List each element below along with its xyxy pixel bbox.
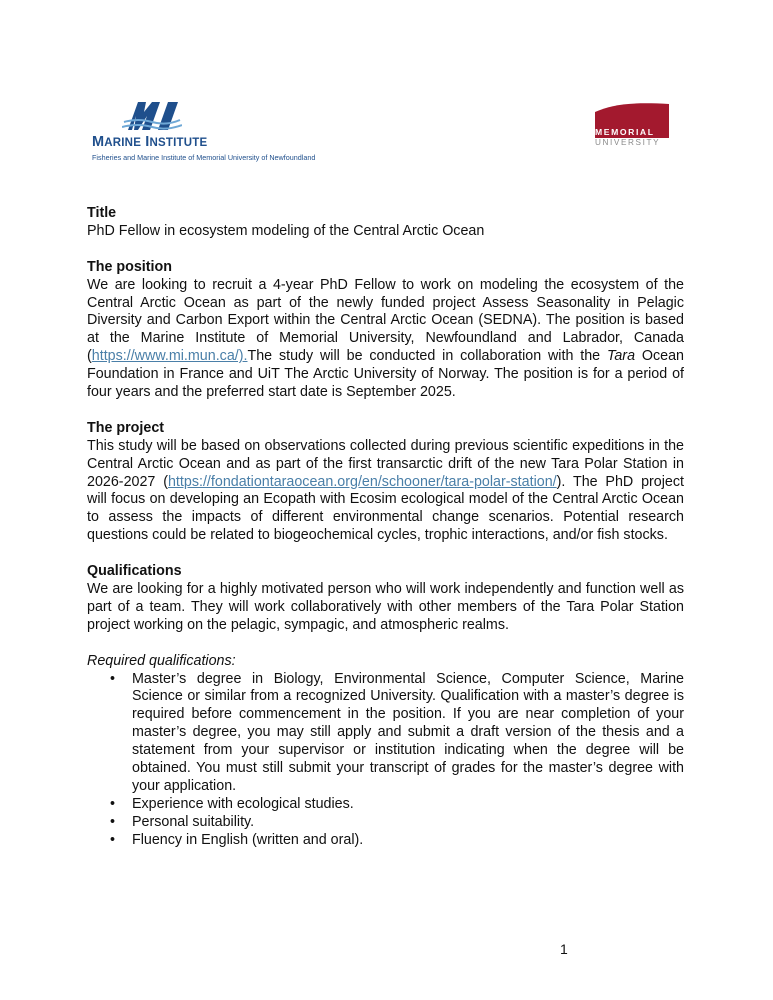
project-section [87,420,684,545]
position-text-3: Ocean Foundation in France and UiT The Arctic University of Norway. The position is for a period of four years and the preferred start date is September 2025. [87,348,684,401]
project-heading: The project [87,419,165,436]
marine-institute-emblem-icon [122,98,182,132]
position-paragraph [87,277,684,402]
required-qualifications-section [87,653,684,850]
project-paragraph [87,438,684,545]
list-item-text: Fluency in English (written and oral). [132,831,364,848]
qualifications-text: We are looking for a highly motivated person who will work independently and function well as part of a team. They will work collaboratively with other members of the Tara Polar Station project working on the pelagic, sympagic, and atmospheric realms. [87,580,684,633]
title-text: PhD Fellow in ecosystem modeling of the Central Arctic Ocean [87,222,485,239]
bullet-icon: • [110,831,116,848]
bullet-icon: • [110,670,116,687]
bullet-icon: • [110,795,116,812]
list-item [87,671,684,796]
position-text-2: The study will be conducted in collaboration with the [247,348,607,365]
list-item [87,814,684,832]
marine-institute-logo [88,98,348,168]
memorial-wordmark: MEMORIAL [595,127,655,137]
list-item-text: Experience with ecological studies. [132,795,354,812]
tara-italic: Tara [606,348,636,365]
bullet-icon: • [110,813,116,830]
marine-institute-tagline: Fisheries and Marine Institute of Memorial University of Newfoundland [92,153,316,162]
list-item-text: Personal suitability. [132,813,255,830]
list-item [87,832,684,850]
document-body [87,205,684,867]
required-qualifications-list [87,671,684,850]
title-section [87,205,684,241]
required-qualifications-heading: Required qualifications: [87,652,236,669]
page-number: 1 [560,941,568,957]
list-item-text: Master’s degree in Biology, Environmental Science, Computer Science, Marine Science or similar from a recognized University. Qualification with a master’s degree is required before commencement in the position. If you are near completion of your master’s degree, you may still apply and submit a draft version of the thesis and a statement from your supervisor or institution indicating when the degree will be obtained. You must still submit your transcript of grades for the master’s degree with your application. [132,670,684,794]
project-text-1: This study will be based on observations collected during previous scientific expeditions in the Central Arctic Ocean and as part of the first transarctic drift of the new Tara Polar Station in 2026-2027 ( [87,437,684,490]
mi-website-link[interactable]: https://www.mi.mun.ca/). [91,348,248,365]
tara-polar-station-link[interactable]: https://fondationtaraocean.org/en/schooner/tara-polar-station/ [167,473,557,490]
title-heading: Title [87,205,117,221]
qualifications-heading: Qualifications [87,563,182,580]
position-section [87,259,684,402]
memorial-university-logo [593,100,673,150]
position-text-1: We are looking to recruit a 4-year PhD Fellow to work on modeling the ecosystem of the Central Arctic Ocean as part of the newly funded project Assess Seasonality in Pelagic Diversity and Carbon Export within the Central Arctic Ocean (SEDNA). The position is based at the Marine Institute of Memorial University, Newfoundland and Labrador, Canada ( [87,276,684,365]
project-text-2: ). The PhD project will focus on developing an Ecopath with Ecosim ecological model of the Central Arctic Ocean to assess the impacts of different environmental change scenarios. Potential research questions could be related to biogeochemical cycles, trophic interactions, and/or fish stocks. [87,473,684,544]
qualifications-section [87,563,684,635]
position-heading: The position [87,258,172,275]
marine-institute-name: MARINE INSTITUTE [92,134,208,150]
list-item [87,796,684,814]
university-wordmark: UNIVERSITY [595,138,661,147]
